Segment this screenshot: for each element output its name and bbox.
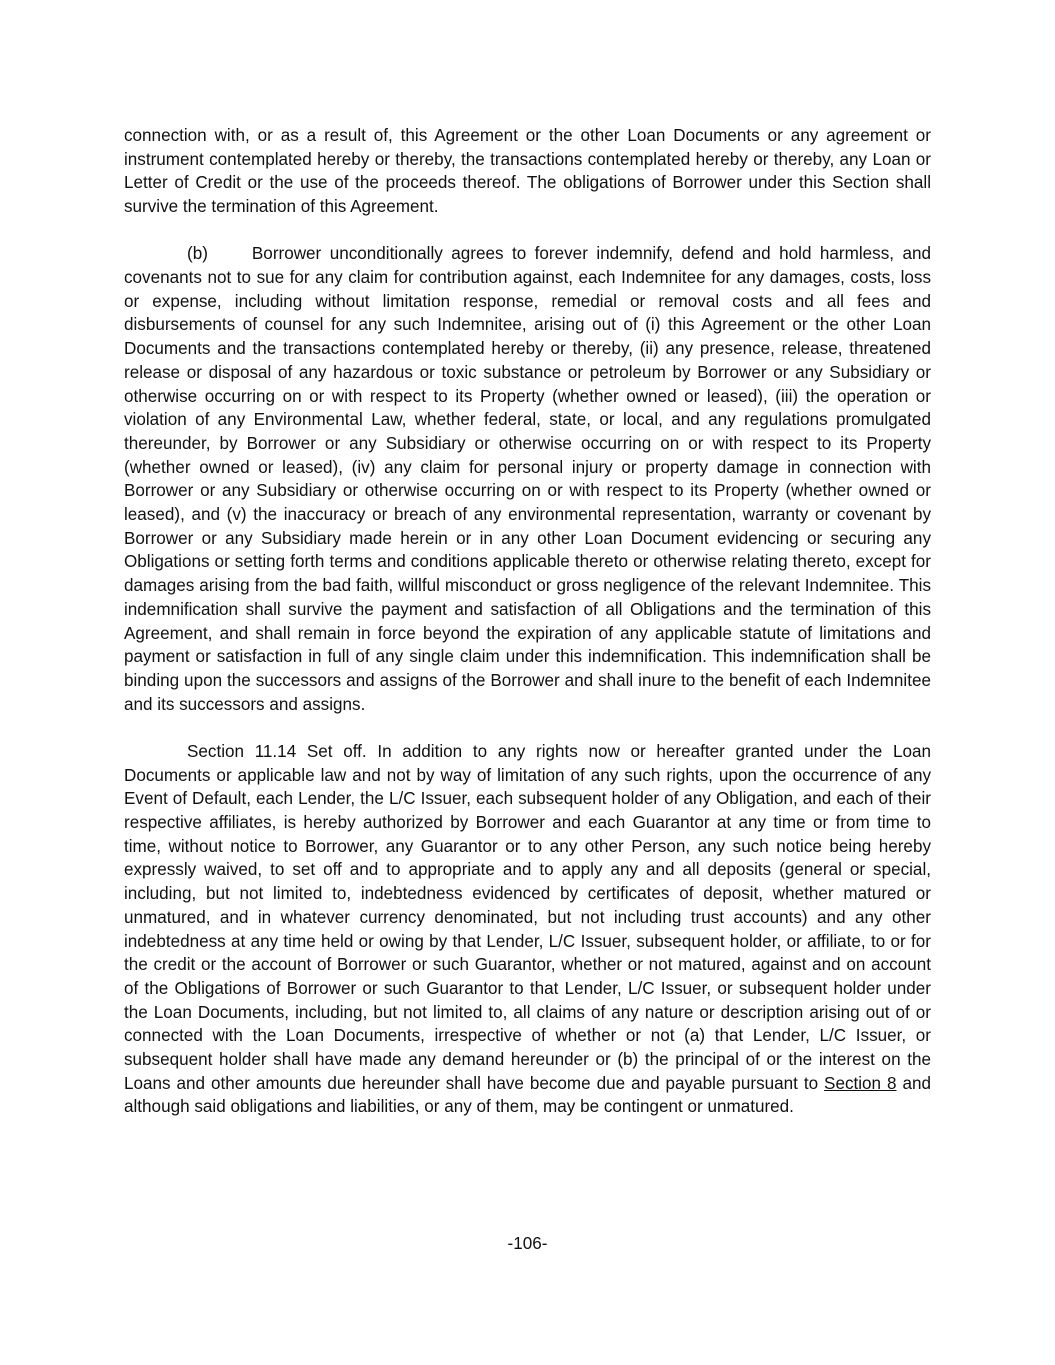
page-number: -106-	[507, 1234, 548, 1253]
paragraph-indemnification-b	[124, 242, 931, 716]
paragraph-continuation: connection with, or as a result of, this Agreement or the other Loan Documents or any agreement or instrument contemplated hereby or thereby, the transactions contemplated hereby or thereby, any Loan or Letter of Credit or the use of the proceeds thereof. The obligations of Borrower under this Section shall survive the termination of this Agreement.	[124, 126, 931, 217]
paragraph-body: Borrower unconditionally agrees to forever indemnify, defend and hold harmless, and covenants not to sue for any claim for contribution against, each Indemnitee for any damages, costs, loss or expense, including without limitation response, remedial or removal costs and all fees and disbursements of counsel for any such Indemnitee, arising out of (i) this Agreement or the other Loan Documents and the transactions contemplated hereby or thereby, (ii) any presence, release, threatened release or disposal of any hazardous or toxic substance or petroleum by Borrower or any Subsidiary or otherwise occurring on or with respect to its Property (whether owned or leased), (iii) the operation or violation of any Environmental Law, whether federal, state, or local, and any regulations promulgated thereunder, by Borrower or any Subsidiary or otherwise occurring on or with respect to its Property (whether owned or leased), (iv) any claim for personal injury or property damage in connection with Borrower or any Subsidiary or otherwise occurring on or with respect to its Property (whether owned or leased), and (v) the inaccuracy or breach of any environmental representation, warranty or covenant by Borrower or any Subsidiary made herein or in any other Loan Document evidencing or securing any Obligations or setting forth terms and conditions applicable thereto or otherwise relating thereto, except for damages arising from the bad faith, willful misconduct or gross negligence of the relevant Indemnitee. This indemnification shall survive the payment and satisfaction of all Obligations and the termination of this Agreement, and shall remain in force beyond the expiration of any applicable statute of limitations and payment or satisfaction in full of any single claim under this indemnification. This indemnification shall be binding upon the successors and assigns of the Borrower and shall inure to the benefit of each Indemnitee and its successors and assigns.	[124, 244, 931, 714]
document-page	[124, 124, 931, 1119]
section-heading: Section 11.14 Set off.	[187, 741, 367, 761]
section-body-end: and although said obligations and liabilities, or any of them, may be contingent or unmatured.	[124, 1073, 931, 1117]
paragraph-label: (b)	[187, 244, 208, 264]
section-8-reference: Section 8	[824, 1073, 897, 1093]
section-11-14-set-off	[124, 740, 931, 1119]
section-body-start: In addition to any rights now or hereafter granted under the Loan Documents or applicable law and not by way of limitation of any such rights, upon the occurrence of any Event of Default, each Lender, the L/C Issuer, each subsequent holder of any Obligation, and each of their respective affiliates, is hereby authorized by Borrower and each Guarantor at any time or from time to time, without notice to Borrower, any Guarantor or to any other Person, any such notice being hereby expressly waived, to set off and to appropriate and to apply any and all deposits (general or special, including, but not limited to, indebtedness evidenced by certificates of deposit, whether matured or unmatured, and in whatever currency denominated, but not including trust accounts) and any other indebtedness at any time held or owing by that Lender, L/C Issuer, subsequent holder, or affiliate, to or for the credit or the account of Borrower or such Guarantor, whether or not matured, against and on account of the Obligations of Borrower or such Guarantor to that Lender, L/C Issuer, or subsequent holder under the Loan Documents, including, but not limited to, all claims of any nature or description arising out of or connected with the Loan Documents, irrespective of whether or not (a) that Lender, L/C Issuer, or subsequent holder shall have made any demand hereunder or (b) the principal of or the interest on the Loans and other amounts due hereunder shall have become due and payable pursuant to	[124, 741, 932, 1093]
